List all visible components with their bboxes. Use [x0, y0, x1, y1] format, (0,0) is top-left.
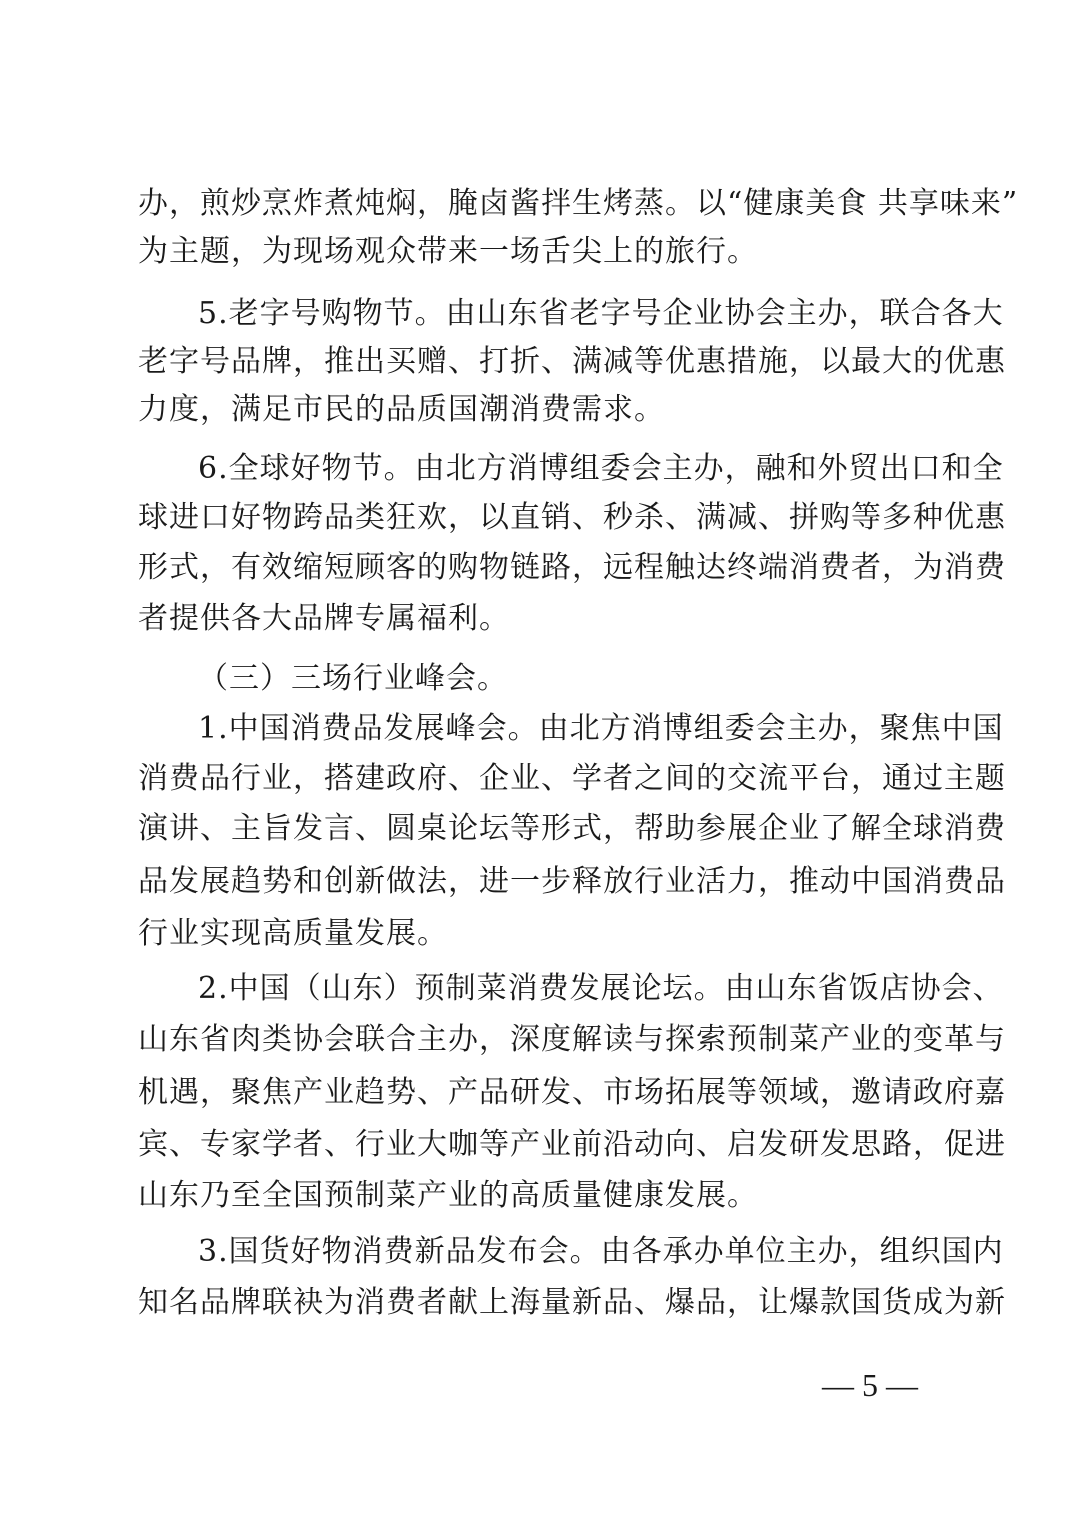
- text-line: 宾、专家学者、行业大咖等产业前沿动向、启发研发思路，促进: [138, 1127, 1006, 1162]
- section-heading: （三）三场行业峰会。: [198, 661, 508, 696]
- text-line: 球进口好物跨品类狂欢，以直销、秒杀、满减、拼购等多种优惠: [138, 500, 1006, 535]
- paragraph-summit-2-start: 2.中国（山东）预制菜消费发展论坛。由山东省饭店协会、: [198, 971, 1004, 1006]
- paragraph-summit-1-start: 1.中国消费品发展峰会。由北方消博组委会主办，聚焦中国: [198, 711, 1004, 746]
- paragraph-5-start: 5.老字号购物节。由山东省老字号企业协会主办，联合各大: [198, 296, 1004, 331]
- text-line: 力度，满足市民的品质国潮消费需求。: [138, 392, 665, 427]
- text-line: 山东省肉类协会联合主办，深度解读与探索预制菜产业的变革与: [138, 1022, 1006, 1057]
- paragraph-summit-3-start: 3.国货好物消费新品发布会。由各承办单位主办，组织国内: [198, 1234, 1004, 1269]
- text-line: 消费品行业，搭建政府、企业、学者之间的交流平台，通过主题: [138, 761, 1006, 796]
- text-line: 品发展趋势和创新做法，进一步释放行业活力，推动中国消费品: [138, 864, 1006, 899]
- text-line: 为主题，为现场观众带来一场舌尖上的旅行。: [138, 234, 758, 269]
- paragraph-6-start: 6.全球好物节。由北方消博组委会主办，融和外贸出口和全: [198, 451, 1004, 486]
- text-line: 者提供各大品牌专属福利。: [138, 601, 510, 636]
- text-line: 山东乃至全国预制菜产业的高质量健康发展。: [138, 1178, 758, 1213]
- text-line: 行业实现高质量发展。: [138, 916, 448, 951]
- text-line: 机遇，聚焦产业趋势、产品研发、市场拓展等领域，邀请政府嘉: [138, 1075, 1006, 1110]
- text-line: 形式，有效缩短顾客的购物链路，远程触达终端消费者，为消费: [138, 550, 1006, 585]
- text-line: 知名品牌联袂为消费者献上海量新品、爆品，让爆款国货成为新: [138, 1285, 1006, 1320]
- text-line: 老字号品牌，推出买赠、打折、满减等优惠措施，以最大的优惠: [138, 344, 1006, 379]
- text-line: 办，煎炒烹炸煮炖焖，腌卤酱拌生烤蒸。以“健康美食 共享味来”: [138, 186, 1019, 221]
- page-number: — 5 —: [822, 1367, 918, 1403]
- text-line: 演讲、主旨发言、圆桌论坛等形式，帮助参展企业了解全球消费: [138, 811, 1006, 846]
